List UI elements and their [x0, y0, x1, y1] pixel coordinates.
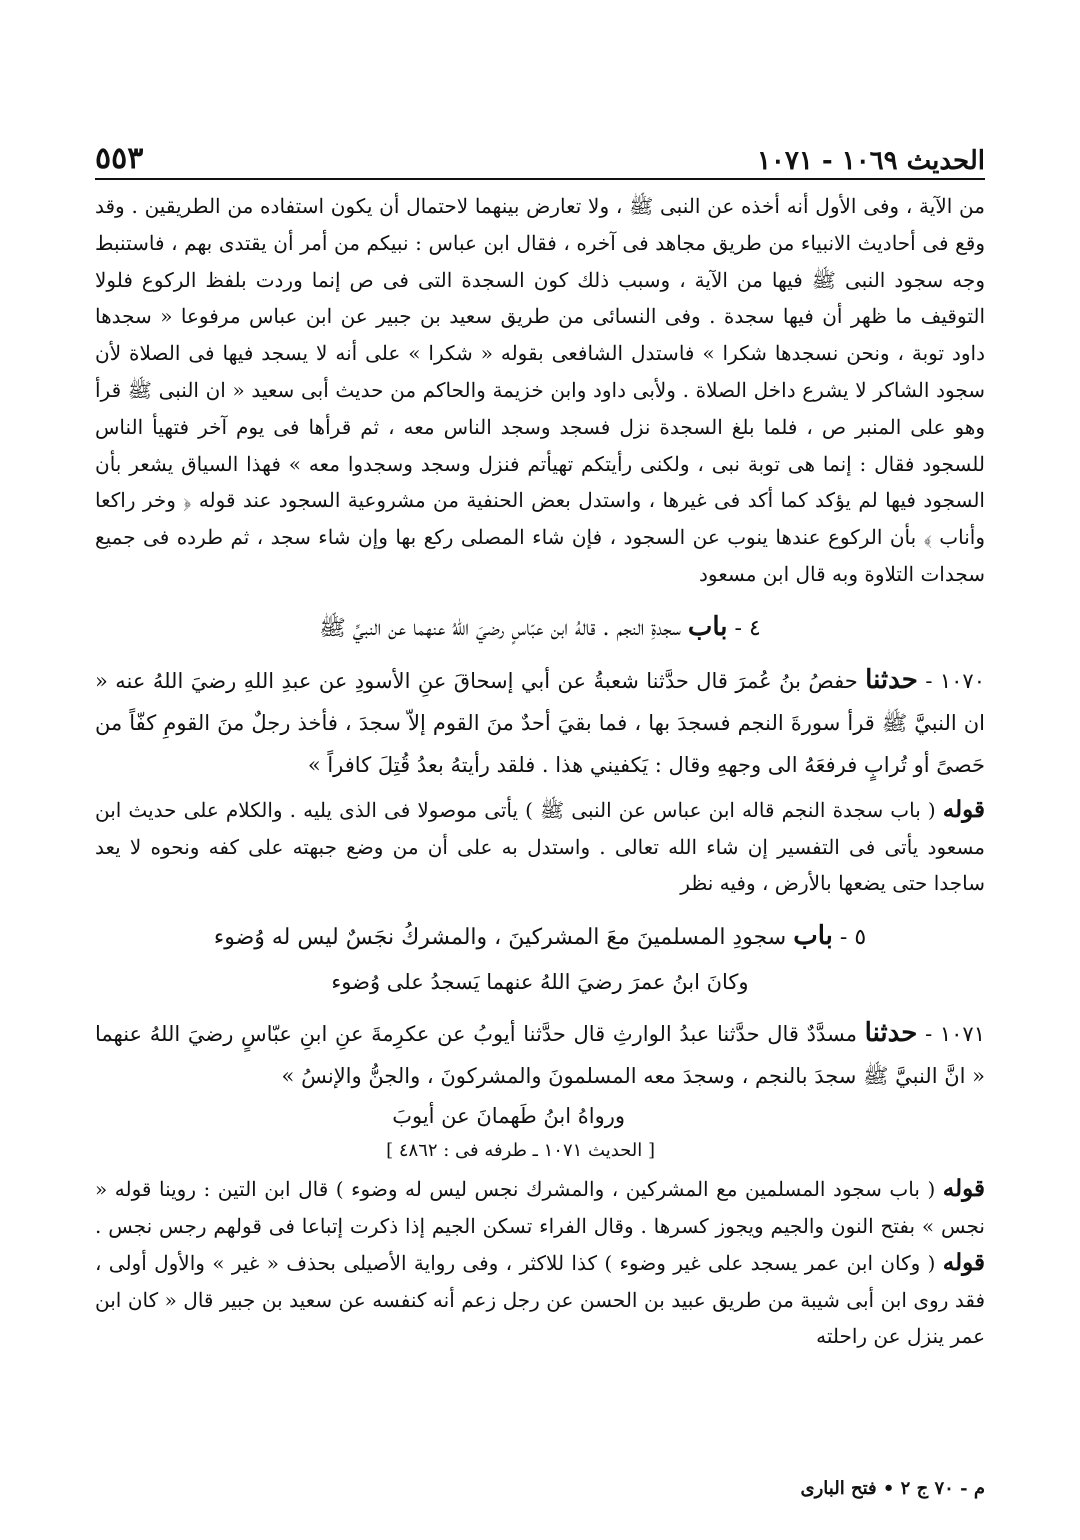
chapter-number: ٥ - — [839, 925, 867, 951]
chapter-label: باب — [687, 611, 728, 642]
chapter-title: سجدةِ النجم . قالهُ ابن عبّاسٍ رضيَ اللهُ عنهما عن النبيِّ ﷺ — [319, 615, 681, 641]
page-number: ٥٥٣ — [95, 141, 144, 176]
commentary-body: ( باب سجدة النجم قاله ابن عباس عن النبى ﷺ ) يأتى موصولا فى الذى يليه . والكلام على حديث ابن مسعود يأتى فى التفسير إن شاء الله تعالى . واستدل به على أن من وضع جبهته على كفه ونحوه لا يعد ساجدا حتى يضعها بالأرض ، وفيه نظر — [95, 797, 985, 896]
hadith-body: حفصُ بنُ عُمرَ قال حدَّثنا شعبةُ عن أبي إسحاقَ عنِ الأسودِ عن عبدِ اللهِ رضيَ اللهُ عنه « ان النبيَّ ﷺ قرأ سورةَ النجم فسجدَ بها ، فما بقيَ أحدٌ منَ القوم إلاّ سجدَ ، فأخذ رجلٌ منَ القومِ كفّاً من حَصىً أو تُرابٍ فرفعَهُ الى وجههِ وقال : يَكفيني هذا . فلقد رأيتهُ بعدُ قُتِلَ كافراً » — [95, 668, 985, 777]
chapter-subtitle: وكانَ ابنُ عمرَ رضيَ اللهُ عنهما يَسجدُ على وُضوء — [331, 970, 749, 995]
chapter-heading — [95, 605, 985, 651]
hadith-number: ١٠٧١ - — [925, 1022, 985, 1047]
hadith-text — [95, 1012, 985, 1097]
commentary-paragraph: من الآية ، وفى الأول أنه أخذه عن النبى ﷺ ، ولا تعارض بينهما لاحتمال أن يكون استفاده من الطريقين . وقد وقع فى أحاديث الانبياء من طريق مجاهد فى آخره ، فقال ابن عباس : نبيكم من أمر أن يقتدى بهم ، فاستنبط وجه سجود النبى ﷺ فيها من الآية ، وسبب ذلك كون السجدة التى فى ص إنما وردت بلفظ الركوع فلولا التوقيف ما ظهر أن فيها سجدة . وفى النسائى من طريق سعيد بن جبير عن ابن عباس مرفوعا « سجدها داود توبة ، ونحن نسجدها شكرا » فاستدل الشافعى بقوله « شكرا » على أنه لا يسجد فيها فى الصلاة لأن سجود الشاكر لا يشرع داخل الصلاة . ولأبى داود وابن خزيمة والحاكم من حديث أبى سعيد « ان النبى ﷺ قرأ وهو على المنبر ص ، فلما بلغ السجدة نزل فسجد وسجد الناس معه ، ثم قرأها فى يوم آخر فتهيأ الناس للسجود فقال : إنما هى توبة نبى ، ولكنى رأيتكم تهيأتم فنزل وسجد وسجدوا معه » فهذا السياق يشعر بأن السجود فيها لم يؤكد كما أكد فى غيرها ، واستدل بعض الحنفية من مشروعية السجود عند قوله ﴿ وخر راكعا وأناب ﴾ بأن الركوع عندها ينوب عن السجود ، فإن شاء المصلى ركع بها وإن شاء سجد ، ثم طرده فى جميع سجدات التلاوة وبه قال ابن مسعود — [95, 194, 986, 586]
hadith-number: ١٠٧٠ - — [925, 668, 985, 693]
qawl-label: قوله — [942, 1248, 985, 1276]
page-footer — [95, 1478, 985, 1499]
hadith-label: حدثنا — [865, 664, 918, 695]
chapter-title: سجودِ المسلمينَ معَ المشركينَ ، والمشركُ نجَسٌ ليس له وُضوء — [213, 925, 787, 951]
footer-signature: م - ٧٠ ج ٢ • فتح البارى — [800, 1478, 985, 1499]
commentary-paragraph — [95, 1171, 985, 1355]
qawl-label: قوله — [942, 795, 985, 823]
page-header — [95, 128, 985, 176]
riwaya-line: ورواهُ ابنُ طَهمانَ عن أيوبَ — [392, 1104, 625, 1129]
qawl-label: قوله — [942, 1175, 985, 1203]
cross-reference-note: [ الحديث ١٠٧١ ـ طرفه فى : ٤٨٦٢ ] — [386, 1140, 655, 1162]
chapter-label: باب — [793, 921, 833, 952]
hadith-label: حدثنا — [864, 1018, 918, 1049]
chapter-number: ٤ - — [734, 615, 761, 641]
header-rule — [95, 178, 985, 180]
commentary-body: ( باب سجود المسلمين مع المشركين ، والمشرك نجس ليس له وضوء ) قال ابن التين : روينا قوله « نجس » بفتح النون والجيم ويجوز كسرها . وقال الفراء تسكن الجيم إذا ذكرت إتباعا فى قولهم رجس نجس . — [95, 1177, 985, 1238]
commentary-paragraph — [95, 792, 985, 902]
page-body — [95, 188, 985, 1355]
commentary-body: ( وكان ابن عمر يسجد على غير وضوء ) كذا للاكثر ، وفى رواية الأصيلى بحذف « غير » والأول أولى ، فقد روى ابن أبى شيبة من طريق عبيد بن الحسن عن رجل زعم أنه كنفسه عن سعيد بن جبير قال « كان ابن عمر ينزل عن راحلته — [95, 1250, 986, 1349]
hadith-body: مسدَّدٌ قال حدَّثنا عبدُ الوارثِ قال حدَّثنا أيوبُ عن عكرِمةَ عنِ ابنِ عبّاسٍ رضيَ اللهُ عنهما « انَّ النبيَّ ﷺ سجدَ بالنجم ، وسجدَ معه المسلمونَ والمشركونَ ، والجنُّ والإنسُ » — [95, 1022, 985, 1089]
hadith-text — [95, 659, 985, 786]
chapter-heading — [95, 914, 985, 960]
running-title: الحديث ١٠٦٩ - ١٠٧١ — [756, 146, 985, 176]
